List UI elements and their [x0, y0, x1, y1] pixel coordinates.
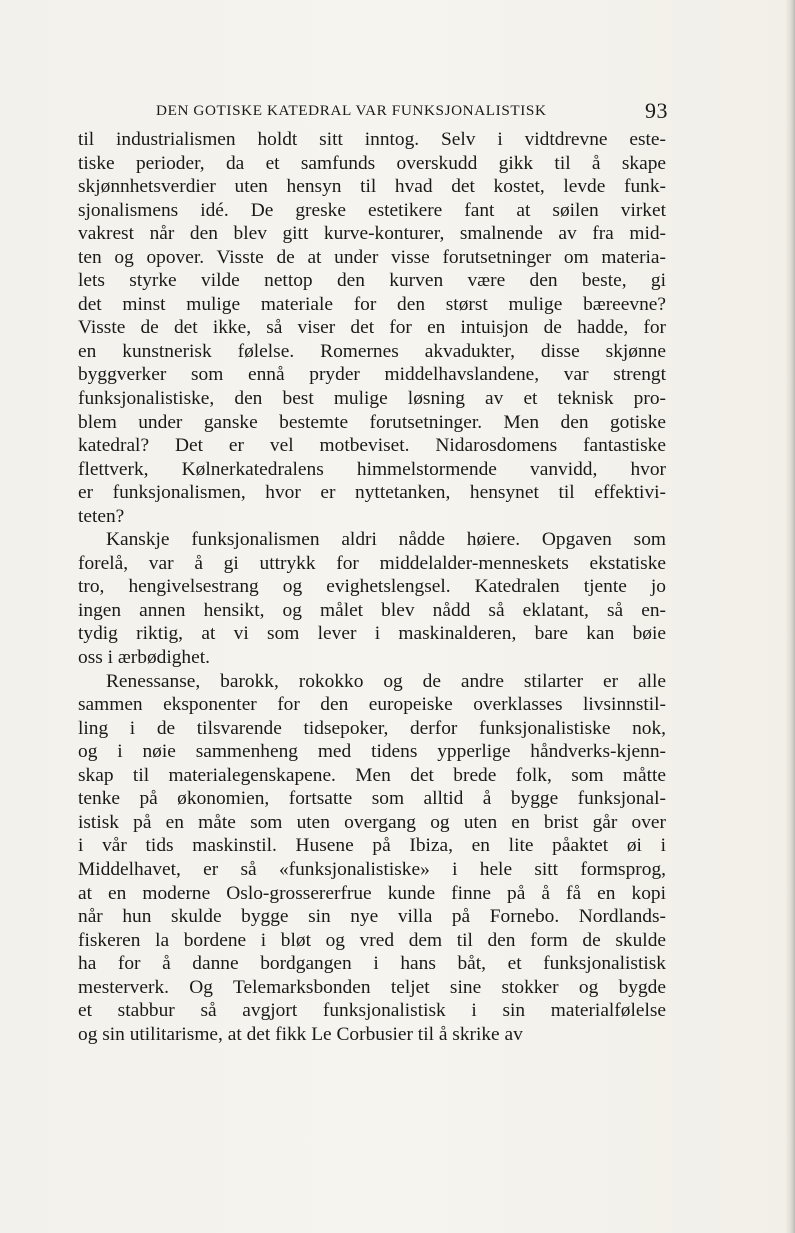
text-line: tydig riktig, at vi som lever i maskinalderen, bare kan bøie — [78, 623, 666, 645]
text-line: at en moderne Oslo-grossererfrue kunde finne på å få en kopi — [78, 882, 666, 904]
text-line: ha for å danne bordgangen i hans båt, et funksjonalistisk — [78, 953, 666, 975]
text-line: Renessanse, barokk, rokokko og de andre stilarter er alle — [106, 670, 666, 692]
text-line: og i nøie sammenheng med tidens ypperlige håndverks-kjenn- — [78, 741, 666, 763]
text-line: sammen eksponenter for den europeiske overklasses livsinnstil- — [78, 694, 666, 716]
text-line: Kanskje funksjonalismen aldri nådde høiere. Opgaven som — [106, 529, 666, 551]
text-line: det minst mulige materiale for den størst mulige bæreevne? — [78, 293, 666, 315]
body-text — [78, 128, 666, 1046]
text-line: når hun skulde bygge sin nye villa på Fornebo. Nordlands- — [78, 906, 666, 928]
page-number: 93 — [645, 98, 668, 123]
text-line: er funksjonalismen, hvor er nyttetanken, hensynet til effektivi- — [78, 482, 666, 504]
text-line: teten? — [78, 505, 125, 527]
text-line: skap til materialegenskapene. Men det brede folk, som måtte — [78, 764, 666, 786]
text-line: lets styrke vilde nettop den kurven være den beste, gi — [78, 270, 666, 292]
text-line: skjønnhetsverdier uten hensyn til hvad det kostet, levde funk- — [78, 176, 666, 198]
text-line: Middelhavet, er så «funksjonalistiske» i hele sitt formsprog, — [78, 858, 666, 880]
text-line: til industrialismen holdt sitt inntog. Selv i vidtdrevne este- — [78, 129, 666, 150]
page-edge-shadow — [785, 0, 795, 1233]
text-line: sjonalismens idé. De greske estetikere fant at søilen virket — [78, 199, 666, 221]
text-line: funksjonalistiske, den best mulige løsning av et teknisk pro- — [78, 388, 666, 410]
text-line: et stabbur så avgjort funksjonalistisk i sin materialfølelse — [78, 1000, 666, 1022]
paragraph — [78, 528, 666, 669]
text-line: tiske perioder, da et samfunds overskudd gikk til å skape — [78, 152, 666, 174]
text-line: istisk på en måte som uten overgang og uten en brist går over — [78, 811, 666, 833]
text-line: Visste de det ikke, så viser det for en intuisjon de hadde, for — [78, 317, 666, 339]
paragraph — [78, 670, 666, 1047]
running-head — [78, 98, 668, 128]
text-line: tenke på økonomien, fortsatte som alltid å bygge funksjonal- — [78, 788, 666, 810]
text-line: flettverk, Kølnerkatedralens himmelstormende vanvidd, hvor — [78, 458, 666, 480]
text-line: tro, hengivelsestrang og evighetslengsel. Katedralen tjente jo — [78, 576, 666, 598]
text-line: forelå, var å gi uttrykk for middelalder-menneskets ekstatiske — [78, 552, 666, 574]
text-line: ten og opover. Visste de at under visse forutsetninger om materia- — [78, 246, 666, 268]
text-line: vakrest når den blev gitt kurve-konturer, smalnende av fra mid- — [78, 223, 666, 245]
text-line: og sin utilitarisme, at det fikk Le Corbusier til å skrike av — [78, 1023, 523, 1045]
text-line: katedral? Det er vel motbeviset. Nidarosdomens fantastiske — [78, 435, 666, 457]
text-line: en kunstnerisk følelse. Romernes akvadukter, disse skjønne — [78, 340, 666, 362]
running-head-title: DEN GOTISKE KATEDRAL VAR FUNKSJONALISTISK — [156, 102, 547, 119]
text-line: mesterverk. Og Telemarksbonden teljet sine stokker og bygde — [78, 976, 666, 998]
text-line: i vår tids maskinstil. Husene på Ibiza, en lite påaktet øi i — [78, 835, 666, 857]
text-line: ling i de tilsvarende tidsepoker, derfor funksjonalistiske nok, — [78, 717, 666, 739]
text-line: fiskeren la bordene i bløt og vred dem til den form de skulde — [78, 929, 666, 951]
paragraph — [78, 128, 666, 528]
text-line: byggverker som ennå pryder middelhavslandene, var strengt — [78, 364, 666, 386]
text-line: blem under ganske bestemte forutsetninger. Men den gotiske — [78, 411, 666, 433]
text-line: ingen annen hensikt, og målet blev nådd så eklatant, så en- — [78, 599, 666, 621]
text-line: oss i ærbødighet. — [78, 647, 210, 669]
